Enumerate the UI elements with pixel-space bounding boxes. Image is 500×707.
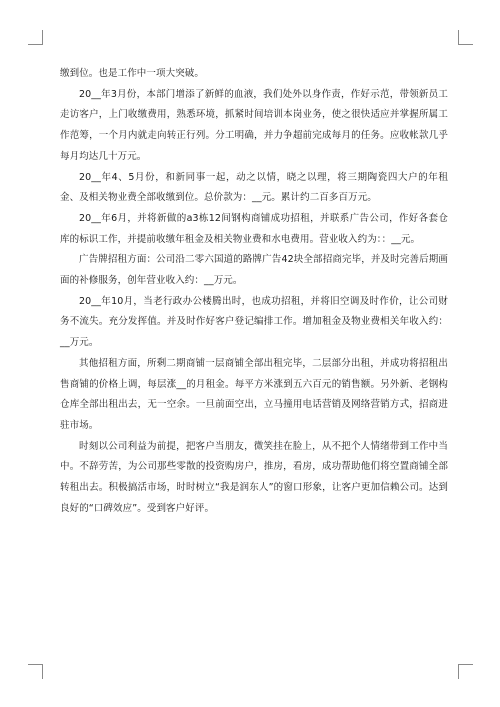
paragraph-june-leasing: 20__年6月，并将新做的a3栋12间钢构商铺成功招租，并联系广告公司，作好各套仓库的标识工作，并提前收缴年租金及相关物业费和水电费用。营业收入约为：：__元。	[60, 212, 448, 245]
page-corner-mark-top-right	[458, 30, 473, 45]
paragraph-october-office: 20__年10月，当老行政办公楼腾出时，也成功招租，并将旧空调及时作价，让公司财务不流失。充分发挥值。并及时作好客户登记编排工作。增加租金及物业费相关年收入约：__万元。	[60, 295, 448, 349]
paragraph-march-new-staff: 20__年3月份，本部门增添了新鲜的血液，我们处外以身作责，作好示范，带领新员工走访客户，上门收缴费用，熟悉环境，抓紧时间培训本岗业务，使之很快适应并掌握所属工作范筹，一个月内就走向转正行列。分工明确，并力争超前完成每月的任务。应收帐款几乎每月均达几十万元。	[60, 88, 448, 162]
page-corner-mark-bottom-left	[28, 664, 43, 679]
paragraph-other-leasing: 其他招租方面，所剩二期商铺一层商铺全部出租完毕，二层部分出租，并成功将招租出售商铺的价格上调，每层涨__的月租金。每平方米涨到五六百元的销售额。另外新、老钢构仓库全部出租出去，无一空余。一旦前面空出，立马撞用电话营销及网络营销方式，招商进驻市场。	[60, 357, 448, 431]
page-corner-mark-top-left	[28, 30, 43, 45]
page-corner-mark-bottom-right	[458, 664, 473, 679]
paragraph-continuation: 缴到位。也是工作中一项大突破。	[60, 68, 205, 79]
paragraph-april-may-collection: 20__年4、5月份，和新同事一起，动之以情，晓之以理，将三期陶瓷四大户的年租金、及相关物业费全部收缴到位。总价款为：__元。累计约二百多百万元。	[60, 171, 448, 204]
paragraph-billboard-leasing: 广告牌招租方面：公司沿二零六国道的路牌广告42块全部招商完毕，并及时完善后期画面的补修服务，创年营业收入约：__万元。	[60, 254, 448, 287]
paragraph-customer-service: 时刻以公司利益为前提，把客户当朋友，微笑挂在脸上，从不把个人情绪带到工作中当中。不辞劳苦，为公司那些零散的投资购房户，推房，看房，成功帮助他们将空置商铺全部转租出去。积极搞活市场，时时树立“我是润东人”的窗口形象，让客户更加信赖公司。达到良好的“口碑效应”。受到客户好评。	[60, 440, 448, 514]
document-body	[60, 64, 448, 519]
